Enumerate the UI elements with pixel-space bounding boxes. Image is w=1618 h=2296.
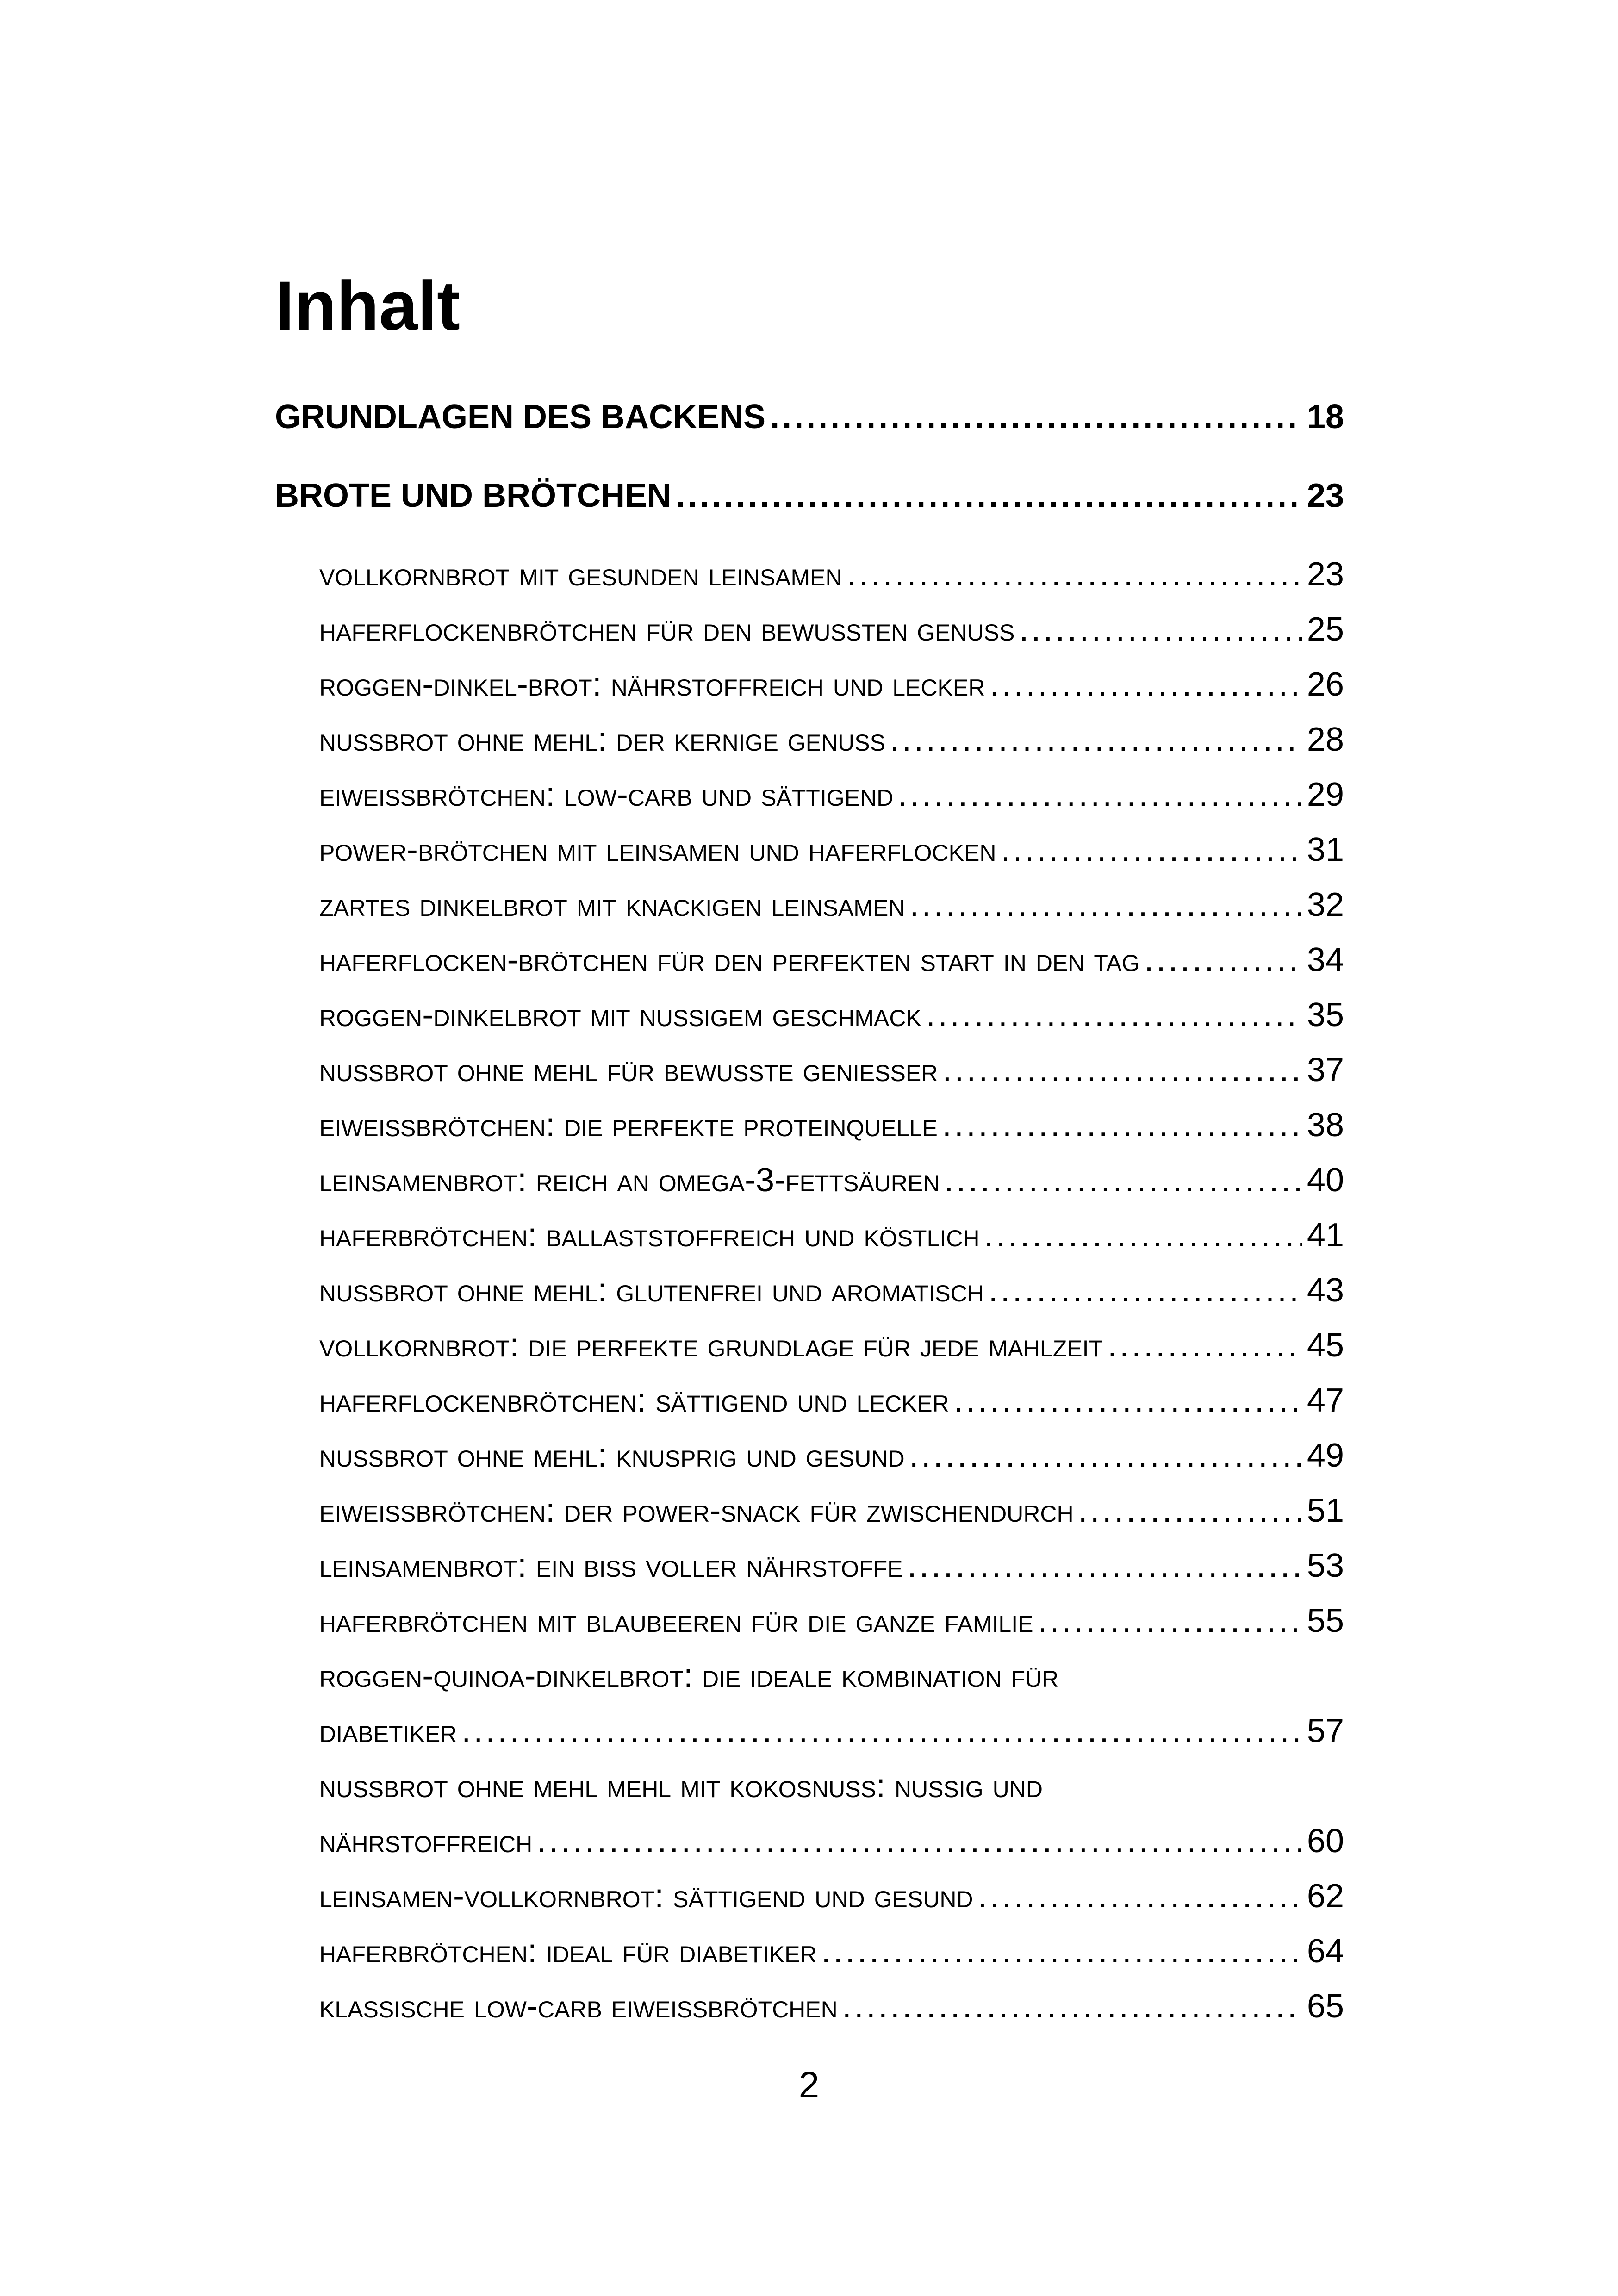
toc-dot-leader xyxy=(909,1439,1302,1472)
toc-entry-title: roggen-dinkel-brot: nährstoffreich und lecker xyxy=(319,666,985,703)
toc-dot-leader xyxy=(842,1990,1302,2023)
toc-entry-title: haferflocken-brötchen für den perfekten start in den tag xyxy=(319,941,1140,978)
toc-entry-title: roggen-dinkelbrot mit nussigem geschmack xyxy=(319,996,921,1033)
toc-entry xyxy=(319,723,1344,756)
toc-entry-title: eiweißbrötchen: der power-snack für zwischendurch xyxy=(319,1492,1074,1529)
toc-page-number: 23 xyxy=(1307,477,1344,514)
toc-page-number: 34 xyxy=(1307,941,1344,978)
toc-page-number: 43 xyxy=(1307,1272,1344,1309)
toc-page-number: 23 xyxy=(1307,556,1344,593)
toc-dot-leader xyxy=(1019,613,1302,646)
toc-dot-leader xyxy=(770,400,1302,434)
toc-dot-leader xyxy=(1078,1494,1302,1527)
page-title: Inhalt xyxy=(275,267,460,344)
toc-entry xyxy=(319,778,1344,811)
toc-entry-title: eiweißbrötchen: die perfekte proteinquelle xyxy=(319,1107,938,1144)
toc-chapter xyxy=(275,479,1344,512)
toc-entry-title: nussbrot ohne mehl: der kernige genuss xyxy=(319,721,885,758)
toc-entry-title: haferbrötchen: ideal für diabetiker xyxy=(319,1933,817,1970)
toc-entry-title: eiweißbrötchen: low-carb und sättigend xyxy=(319,776,894,813)
toc-chapter-title: GRUNDLAGEN DES BACKENS xyxy=(275,398,766,436)
toc-entry-title: roggen-quinoa-dinkelbrot: die ideale kombination für xyxy=(319,1657,1059,1694)
toc-entry xyxy=(319,1329,1344,1362)
toc-dot-leader xyxy=(907,1549,1302,1582)
toc-dot-leader xyxy=(1038,1604,1302,1637)
toc-page-number: 25 xyxy=(1307,611,1344,648)
toc-page-number: 49 xyxy=(1307,1437,1344,1474)
toc-dot-leader xyxy=(1001,833,1302,866)
toc-entry-title: haferflockenbrötchen: sättigend und lecker xyxy=(319,1382,949,1419)
toc-dot-leader xyxy=(676,479,1302,512)
toc-entry-title: nussbrot ohne mehl für bewusste genießer xyxy=(319,1052,938,1089)
page-number: 2 xyxy=(798,2064,820,2105)
toc-dot-leader xyxy=(944,1164,1302,1197)
toc-page-number: 62 xyxy=(1307,1878,1344,1915)
toc-dot-leader xyxy=(1144,943,1302,977)
toc-entry xyxy=(319,1714,1344,1748)
toc-page-number: 55 xyxy=(1307,1602,1344,1639)
toc-entry xyxy=(319,1274,1344,1307)
toc-dot-leader xyxy=(821,1935,1302,1968)
toc-page-number: 51 xyxy=(1307,1492,1344,1529)
toc-page-number: 65 xyxy=(1307,1988,1344,2025)
toc-entry-title: vollkornbrot: die perfekte grundlage für jede mahlzeit xyxy=(319,1327,1103,1364)
toc-page-number: 47 xyxy=(1307,1382,1344,1419)
toc-entry xyxy=(319,943,1344,977)
toc-entry xyxy=(319,1219,1344,1252)
toc-dot-leader xyxy=(989,668,1302,701)
toc-entry xyxy=(319,1549,1344,1582)
toc-entry xyxy=(319,1824,1344,1858)
toc-entry-title: klassische low-carb eiweißbrötchen xyxy=(319,1988,838,2025)
toc-dot-leader xyxy=(954,1384,1302,1417)
toc-page-number: 35 xyxy=(1307,996,1344,1033)
toc-entry xyxy=(319,1604,1344,1637)
toc-page-number: 40 xyxy=(1307,1162,1344,1199)
toc-entry xyxy=(319,1384,1344,1417)
toc-entry-title: leinsamen-vollkornbrot: sättigend und gesund xyxy=(319,1878,973,1915)
toc-dot-leader xyxy=(461,1714,1302,1748)
toc-page-number: 28 xyxy=(1307,721,1344,758)
toc-entry xyxy=(319,1439,1344,1472)
toc-chapter xyxy=(275,400,1344,434)
toc-entry xyxy=(319,1990,1344,2023)
toc-page-number: 53 xyxy=(1307,1547,1344,1584)
toc-dot-leader xyxy=(1108,1329,1302,1362)
toc-page-number: 29 xyxy=(1307,776,1344,813)
toc-entry xyxy=(319,1935,1344,1968)
toc-entry-title: leinsamenbrot: reich an omega-3-fettsäuren xyxy=(319,1162,940,1199)
toc-dot-leader xyxy=(898,778,1302,811)
toc-entry xyxy=(319,998,1344,1032)
toc-dot-leader xyxy=(989,1274,1302,1307)
toc-entry xyxy=(319,833,1344,866)
toc-entry-title: diabetiker xyxy=(319,1712,457,1749)
toc-entry-line1 xyxy=(319,1659,1344,1692)
toc-entry xyxy=(319,613,1344,646)
toc-dot-leader xyxy=(984,1219,1302,1252)
toc-dot-leader xyxy=(942,1108,1302,1142)
toc-chapter-title: BROTE UND BRÖTCHEN xyxy=(275,477,671,514)
toc-dot-leader xyxy=(847,558,1302,591)
toc-page-number: 31 xyxy=(1307,831,1344,868)
toc-dot-leader xyxy=(926,998,1302,1032)
toc-dot-leader xyxy=(942,1053,1302,1087)
toc-entry-title: zartes dinkelbrot mit knackigen leinsamen xyxy=(319,886,905,923)
toc-entry-title: vollkornbrot mit gesunden leinsamen xyxy=(319,556,842,593)
toc-entry xyxy=(319,1164,1344,1197)
toc-page-number: 57 xyxy=(1307,1712,1344,1749)
toc-entry xyxy=(319,668,1344,701)
toc-page-number: 38 xyxy=(1307,1107,1344,1144)
toc-entry xyxy=(319,1494,1344,1527)
toc-entry xyxy=(319,1108,1344,1142)
toc-entry-line1 xyxy=(319,1769,1344,1803)
toc-entry-title: haferflockenbrötchen für den bewussten genuss xyxy=(319,611,1015,648)
toc-entry xyxy=(319,558,1344,591)
toc-page-number: 26 xyxy=(1307,666,1344,703)
toc-entry-title: nussbrot ohne mehl: glutenfrei und aromatisch xyxy=(319,1272,984,1309)
toc-page-number: 32 xyxy=(1307,886,1344,923)
toc-entry-title: nährstoffreich xyxy=(319,1823,533,1860)
toc-page-number: 37 xyxy=(1307,1052,1344,1089)
toc-entry-title: haferbrötchen: ballaststoffreich und köstlich xyxy=(319,1217,980,1254)
toc-entry-title: haferbrötchen mit blaubeeren für die ganze familie xyxy=(319,1602,1033,1639)
toc-entry-title: leinsamenbrot: ein biss voller nährstoffe xyxy=(319,1547,903,1584)
toc-entry-title: nussbrot ohne mehl mehl mit kokosnuss: nussig und xyxy=(319,1767,1043,1804)
toc-page-number: 45 xyxy=(1307,1327,1344,1364)
toc-page-number: 18 xyxy=(1307,398,1344,436)
toc-dot-leader xyxy=(537,1824,1302,1858)
toc-dot-leader xyxy=(909,888,1302,921)
toc-dot-leader xyxy=(978,1879,1302,1913)
toc-dot-leader xyxy=(890,723,1302,756)
toc-entry-title: power-brötchen mit leinsamen und haferflocken xyxy=(319,831,996,868)
toc-page-number: 41 xyxy=(1307,1217,1344,1254)
toc-entry xyxy=(319,888,1344,921)
toc-entry xyxy=(319,1879,1344,1913)
toc-page-number: 60 xyxy=(1307,1823,1344,1860)
toc-page-number: 64 xyxy=(1307,1933,1344,1970)
toc-entry-title: nussbrot ohne mehl: knusprig und gesund xyxy=(319,1437,905,1474)
toc-entry xyxy=(319,1053,1344,1087)
